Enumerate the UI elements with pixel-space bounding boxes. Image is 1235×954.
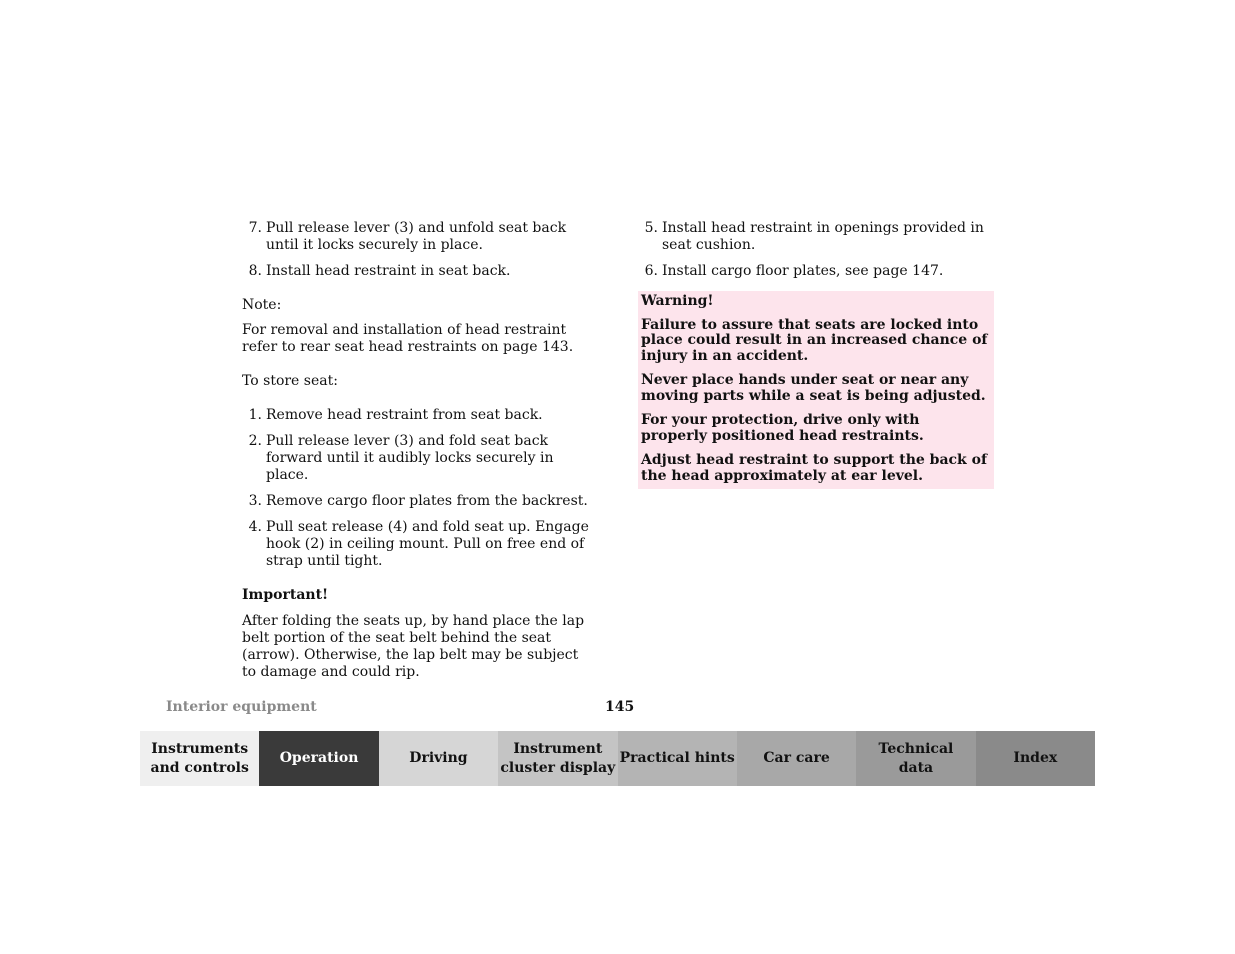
tab-car-care[interactable]: Car care bbox=[737, 731, 856, 786]
step-text: Pull seat release (4) and fold seat up. Engage hook (2) in ceiling mount. Pull on free end of strap until tight. bbox=[266, 519, 589, 569]
store-step-2 bbox=[242, 433, 592, 484]
store-step-3 bbox=[242, 493, 592, 510]
step-8 bbox=[242, 263, 592, 280]
warning-paragraph: For your protection, drive only with properly positioned head restraints. bbox=[641, 412, 924, 444]
step-text: Pull release lever (3) and fold seat back forward until it audibly locks securely in place. bbox=[266, 433, 554, 483]
right-column bbox=[638, 220, 994, 489]
tab-driving[interactable]: Driving bbox=[379, 731, 498, 786]
warning-paragraph: Failure to assure that seats are locked into place could result in an increased chance of injury in an accident. bbox=[641, 316, 988, 364]
step-number: 3. bbox=[248, 493, 262, 509]
step-number: 2. bbox=[248, 433, 262, 449]
step-text bbox=[266, 220, 592, 254]
tab-instruments-and-controls[interactable]: Instruments and controls bbox=[140, 731, 259, 786]
warning-paragraph: Adjust head restraint to support the back of the head approximately at ear level. bbox=[641, 452, 987, 484]
step-6 bbox=[638, 263, 994, 280]
important-text: After folding the seats up, by hand place the lap belt portion of the seat belt behind the seat (arrow). Otherwise, the lap belt may be subject to damage and could rip. bbox=[242, 613, 585, 680]
step-number: 7. bbox=[248, 220, 262, 236]
step-5 bbox=[638, 220, 994, 254]
warning-box bbox=[638, 291, 994, 489]
tab-index[interactable]: Index bbox=[976, 731, 1095, 786]
step-text: Install head restraint in openings provided in seat cushion. bbox=[662, 220, 984, 253]
step-text: Install head restraint in seat back. bbox=[266, 263, 511, 279]
left-column bbox=[242, 220, 592, 681]
step-number: 4. bbox=[248, 519, 262, 535]
tab-instrument-cluster-display[interactable]: Instrument cluster display bbox=[498, 731, 617, 786]
step-number: 5. bbox=[644, 220, 658, 236]
note-label: Note: bbox=[242, 297, 282, 313]
step-number: 1. bbox=[248, 407, 262, 423]
store-step-4 bbox=[242, 519, 592, 570]
step-text: Remove cargo floor plates from the backrest. bbox=[266, 493, 588, 509]
page-number: 145 bbox=[605, 699, 635, 715]
warning-paragraph: Never place hands under seat or near any moving parts while a seat is being adjusted. bbox=[641, 372, 986, 404]
step-number: 8. bbox=[248, 263, 262, 279]
step-text: Remove head restraint from seat back. bbox=[266, 407, 543, 423]
note-text: For removal and installation of head restraint refer to rear seat head restraints on page 143. bbox=[242, 322, 574, 355]
warning-title: Warning! bbox=[641, 293, 714, 309]
chapter-nav-bar bbox=[140, 731, 1095, 786]
tab-technical-data[interactable]: Technical data bbox=[856, 731, 975, 786]
store-seat-label: To store seat: bbox=[242, 373, 338, 389]
step-text: Install cargo floor plates, see page 147. bbox=[662, 263, 944, 279]
footer-section-title: Interior equipment bbox=[166, 699, 317, 715]
tab-operation[interactable]: Operation bbox=[259, 731, 378, 786]
step-number: 6. bbox=[644, 263, 658, 279]
store-step-1 bbox=[242, 407, 592, 424]
step-text-content: Pull release lever (3) and unfold seat back until it locks securely in place. bbox=[266, 220, 567, 253]
step-7 bbox=[242, 220, 592, 254]
tab-practical-hints[interactable]: Practical hints bbox=[618, 731, 737, 786]
important-label: Important! bbox=[242, 587, 329, 603]
